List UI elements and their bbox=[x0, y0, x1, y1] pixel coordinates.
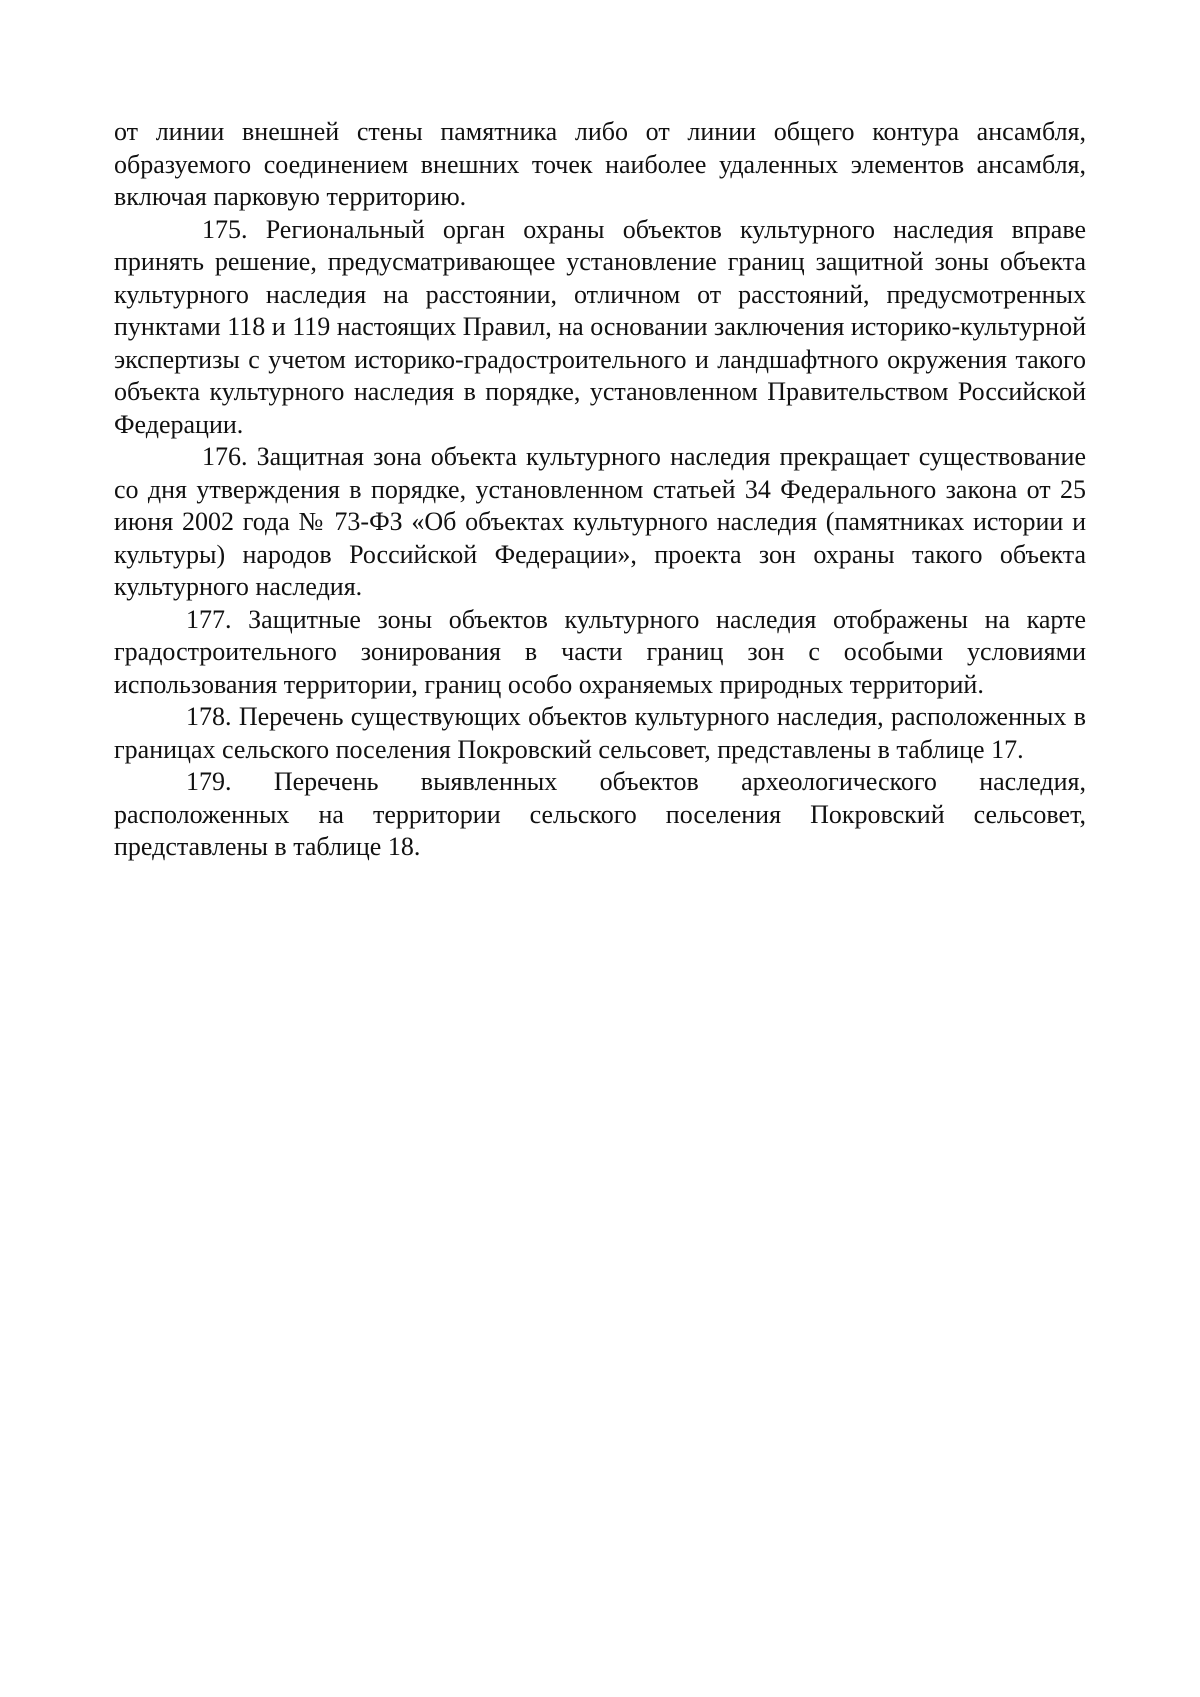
paragraph-179: 179. Перечень выявленных объектов археологического наследия, расположенных на территории сельского поселения Покровский сельсовет, представлены в таблице 18. bbox=[114, 767, 1086, 861]
paragraph-178: 178. Перечень существующих объектов культурного наследия, расположенных в границах сельского поселения Покровский сельсовет, представлены в таблице 17. bbox=[114, 702, 1086, 764]
paragraph-continuation: от линии внешней стены памятника либо от линии общего контура ансамбля, образуемого соединением внешних точек наиболее удаленных элементов ансамбля, включая парковую территорию. bbox=[114, 117, 1086, 211]
document-body bbox=[114, 116, 1086, 864]
paragraph-175: 175. Региональный орган охраны объектов культурного наследия вправе принять решение, предусматривающее установление границ защитной зоны объекта культурного наследия на расстоянии, отличном от расстояний, предусмотренных пунктами 118 и 119 настоящих Правил, на основании заключения историко-культурной экспертизы с учетом историко-градостроительного и ландшафтного окружения такого объекта культурного наследия в порядке, установленном Правительством Российской Федерации. bbox=[114, 214, 1086, 439]
paragraph-177: 177. Защитные зоны объектов культурного наследия отображены на карте градостроительного зонирования в части границ зон с особыми условиями использования территории, границ особо охраняемых природных территорий. bbox=[114, 604, 1086, 699]
paragraph-176: 176. Защитная зона объекта культурного наследия прекращает существование со дня утверждения в порядке, установленном статьей 34 Федерального закона от 25 июня 2002 года № 73-ФЗ «Об объектах культурного наследия (памятниках истории и культуры) народов Российской Федерации», проекта зон охраны такого объекта культурного наследия. bbox=[114, 442, 1086, 601]
